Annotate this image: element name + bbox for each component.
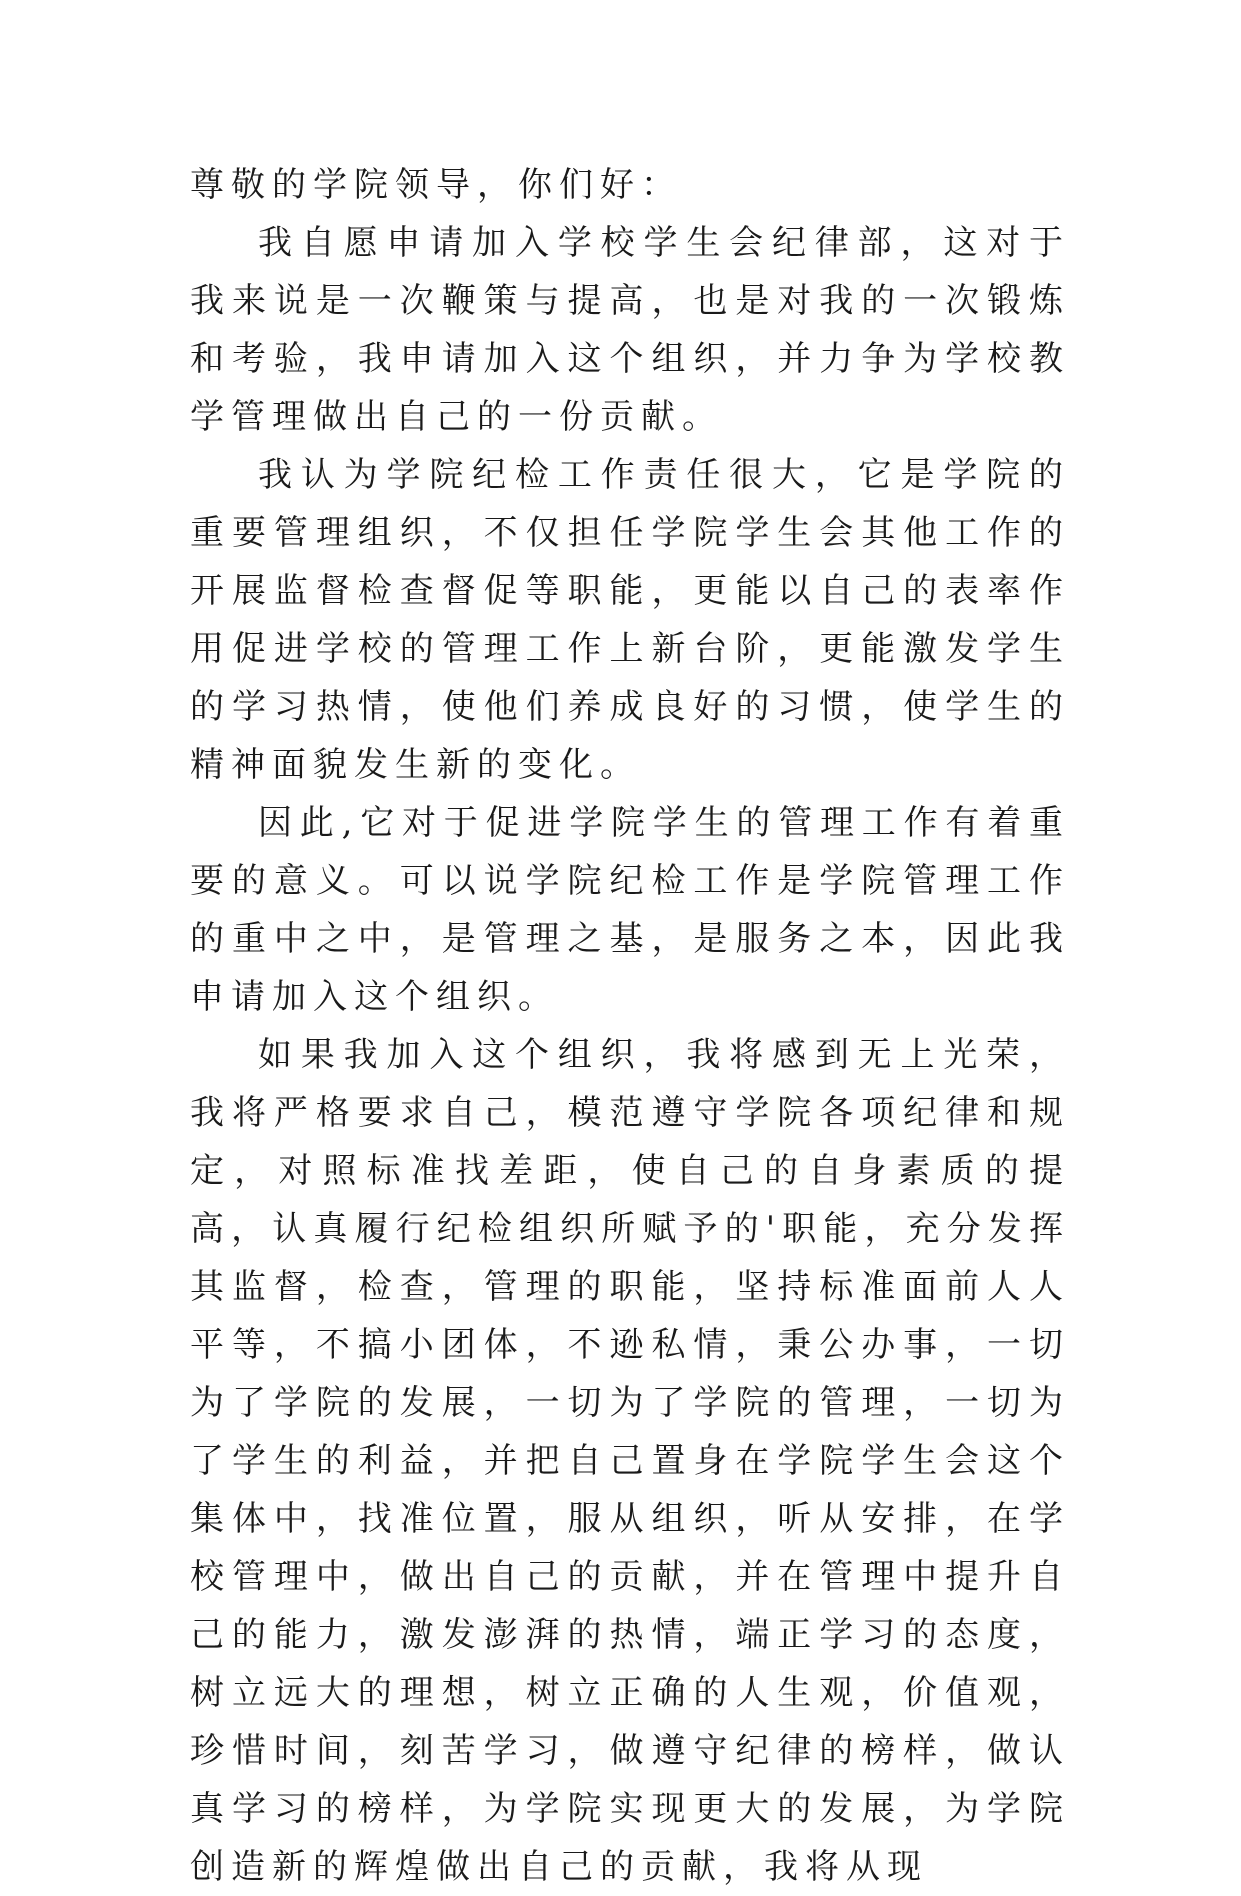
paragraph: 我自愿申请加入学校学生会纪律部，这对于我来说是一次鞭策与提高，也是对我的一次锻炼和考验，我申请加入这个组织，并力争为学校教学管理做出自己的一份贡献。 [190,223,1070,437]
paragraph: 因此,它对于促进学院学生的管理工作有着重要的意义。可以说学院纪检工作是学院管理工作的重中之中，是管理之基，是服务之本，因此我申请加入这个组织。 [190,803,1070,1017]
document-body [190,156,1070,1896]
paragraph: 如果我加入这个组织，我将感到无上光荣，我将严格要求自己，模范遵守学院各项纪律和规定，对照标准找差距，使自己的自身素质的提高，认真履行纪检组织所赋予的'职能，充分发挥其监督，检查，管理的职能，坚持标准面前人人平等，不搞小团体，不逊私情，秉公办事，一切为了学院的发展，一切为了学院的管理，一切为了学生的利益，并把自己置身在学院学生会这个集体中，找准位置，服从组织，听从安排，在学校管理中，做出自己的贡献，并在管理中提升自己的能力，激发澎湃的热情，端正学习的态度，树立远大的理想，树立正确的人生观，价值观，珍惜时间，刻苦学习，做遵守纪律的榜样，做认真学习的榜样，为学院实现更大的发展，为学院创造新的辉煌做出自己的贡献，我将从现 [190,1035,1070,1887]
greeting: 尊敬的学院领导，你们好： [190,165,682,205]
paragraph: 我认为学院纪检工作责任很大，它是学院的重要管理组织，不仅担任学院学生会其他工作的开展监督检查督促等职能，更能以自己的表率作用促进学校的管理工作上新台阶，更能激发学生的学习热情，使他们养成良好的习惯，使学生的精神面貌发生新的变化。 [190,455,1070,785]
